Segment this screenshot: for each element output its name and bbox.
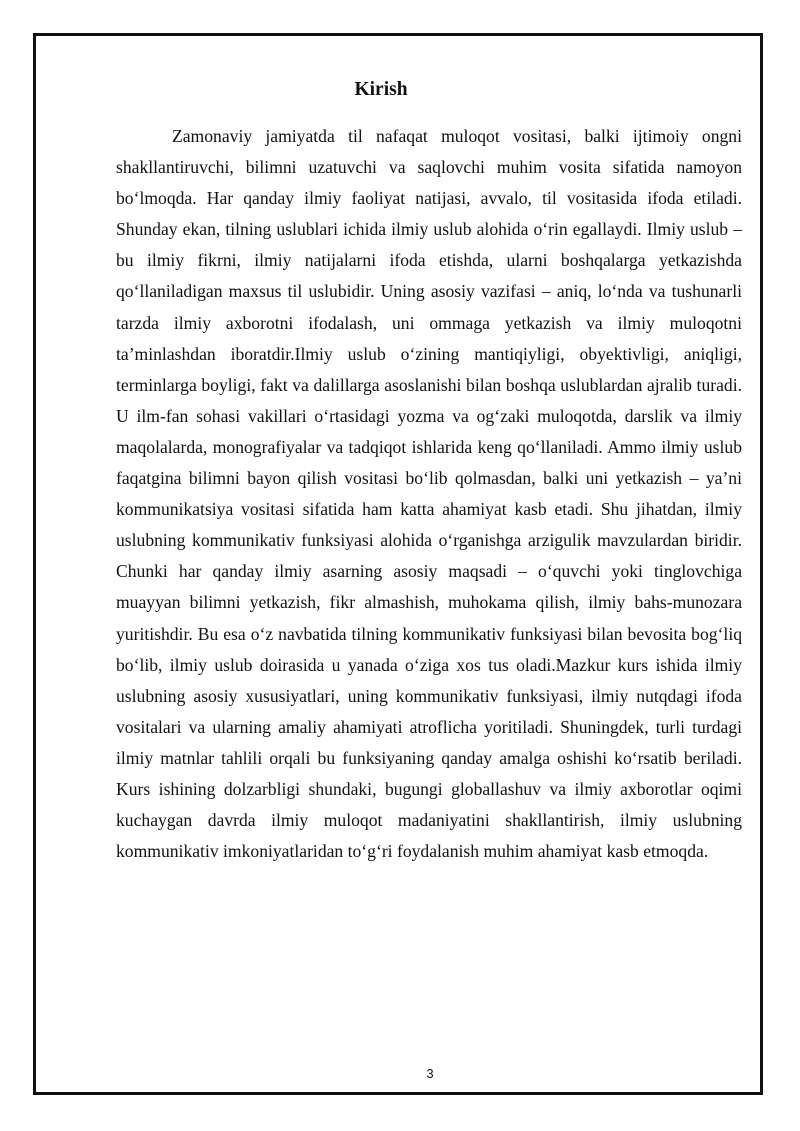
page-title: Kirish (354, 79, 408, 100)
page-number: 3 (426, 1066, 434, 1081)
body-paragraph: Zamonaviy jamiyatda til nafaqat muloqot vositasi, balki ijtimoiy ongni shakllantiruvchi, bilimni uzatuvchi va saqlovchi muhim vosita sifatida namoyon bo‘lmoqda. Har qanday ilmiy faoliyat natijasi, avvalo, til vositasida ifoda etiladi. Shunday ekan, tilning uslublari ichida ilmiy uslub alohida o‘rin egallaydi. Ilmiy uslub – bu ilmiy fikrni, ilmiy natijalarni ifoda etishda, ularni boshqalarga yetkazishda qo‘llaniladigan maxsus til uslubidir. Uning asosiy vazifasi – aniq, lo‘nda va tushunarli tarzda ilmiy axborotni ifodalash, uni ommaga yetkazish va ilmiy muloqotni ta’minlashdan iboratdir.Ilmiy uslub o‘zining mantiqiyligi, obyektivligi, aniqligi, terminlarga boyligi, fakt va dalillarga asoslanishi bilan boshqa uslublardan ajralib turadi. U ilm-fan sohasi vakillari o‘rtasidagi yozma va og‘zaki muloqotda, darslik va ilmiy maqolalarda, monografiyalar va tadqiqot ishlarida keng qo‘llaniladi. Ammo ilmiy uslub faqatgina bilimni bayon qilish vositasi bo‘lib qolmasdan, balki uni yetkazish – ya’ni kommunikatsiya vositasi sifatida ham katta ahamiyat kasb etadi. Shu jihatdan, ilmiy uslubning kommunikativ funksiyasi alohida o‘rganishga arzigulik mavzulardan biridir. Chunki har qanday ilmiy asarning asosiy maqsadi – o‘quvchi yoki tinglovchiga muayyan bilimni yetkazish, fikr almashish, muhokama qilish, ilmiy bahs-munozara yuritishdir. Bu esa o‘z navbatida tilning kommunikativ funksiyasi bilan bevosita bog‘liq bo‘lib, ilmiy uslub doirasida u yanada o‘ziga xos tus oladi.Mazkur kurs ishida ilmiy uslubning asosiy xususiyatlari, uning kommunikativ funksiyasi, ilmiy nutqdagi ifoda vositalari va ularning amaliy ahamiyati atroflicha yoritiladi. Shuningdek, turli turdagi ilmiy matnlar tahlili orqali bu funksiyaning qanday amalga oshishi ko‘rsatib beriladi. Kurs ishining dolzarbligi shundaki, bugungi globallashuv va ilmiy axborotlar oqimi kuchaygan davrda ilmiy muloqot madaniyatini shakllantirish, ilmiy uslubning kommunikativ imkoniyatlaridan to‘g‘ri foydalanish muhim ahamiyat kasb etmoqda. (116, 126, 742, 862)
